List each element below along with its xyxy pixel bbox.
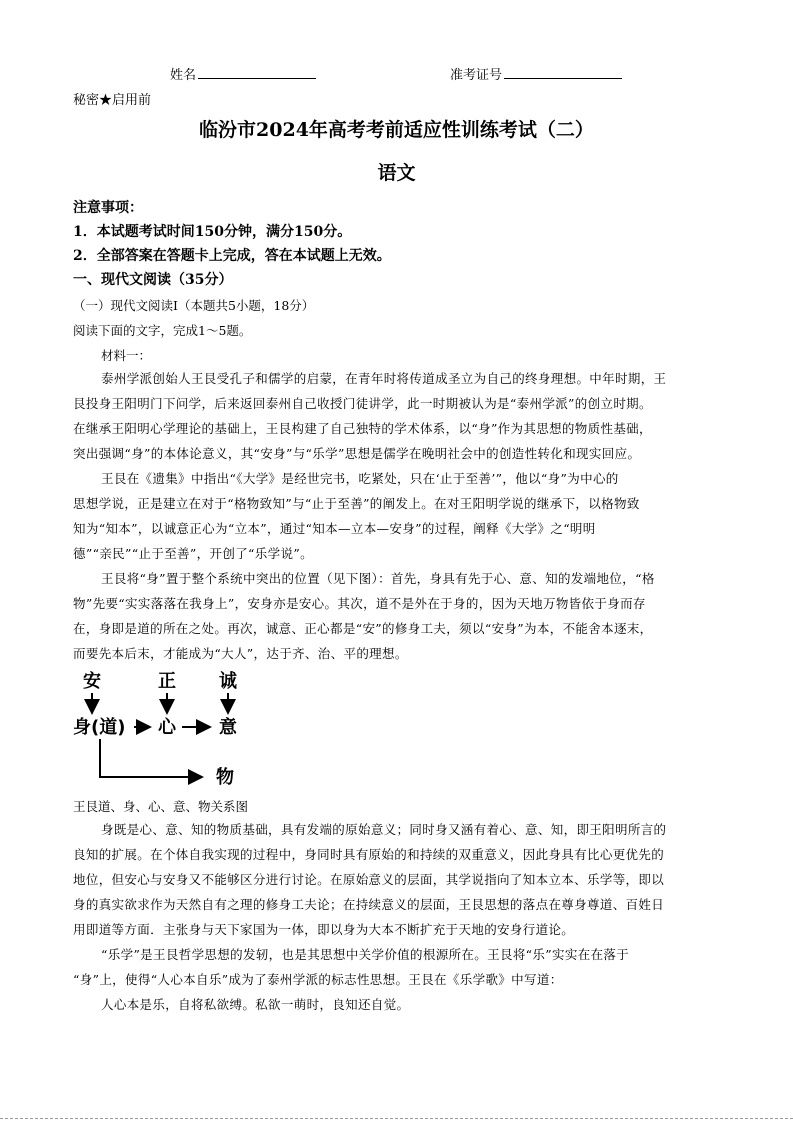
text-line: 知为“知本”，以诚意正心为“立本”，通过“知本—立本—安身”的过程，阐释《大学》之“明明 [73, 521, 596, 536]
diagram-shen-dao: 身(道) [73, 717, 126, 738]
exam-id-label: 准考证号 [450, 68, 503, 83]
name-field [170, 64, 316, 83]
text-line: 德”“亲民”“止于至善”，开创了“乐学说”。 [73, 546, 313, 561]
subsection-heading: （一）现代文阅读Ⅰ（本题共5小题，18分） [73, 298, 315, 313]
subject-title: 语文 [377, 162, 416, 184]
exam-id-field [450, 64, 622, 83]
diagram-top-an: 安 [83, 671, 101, 692]
text-line: 身的真实欲求作为天然自有之理的修身工夫论；在持续意义的层面，王艮思想的落点在尊身尊道、百姓日 [73, 897, 665, 912]
page-bottom-rule [0, 1118, 793, 1119]
text-line: 而要先本后末，才能成为“大人”，达于齐、治、平的理想。 [73, 646, 408, 661]
text-line: 物”先要“实实落落在我身上”，安身亦是安心。其次，道不是外在于身的，因为天地万物皆依于身而存 [73, 596, 646, 611]
text-line: 人心本是乐，自将私欲缚。私欲一萌时，良知还自觉。 [101, 997, 410, 1012]
material-label: 材料一： [101, 348, 152, 363]
text-line: 良知的扩展。在个体自我实现的过程中，身同时具有原始的和持续的双重意义，因此身具有比心更优先的 [73, 847, 665, 862]
diagram-top-cheng: 诚 [219, 671, 237, 692]
relation-diagram [70, 667, 250, 792]
section-heading: 一、现代文阅读（35分） [73, 272, 233, 288]
diagram-wu: 物 [216, 767, 234, 788]
text-line: “乐学”是王艮哲学思想的发轫，也是其思想中关学价值的根源所在。王艮将“乐”实实在在落于 [101, 947, 630, 962]
instruction: 阅读下面的文字，完成1～5题。 [73, 323, 252, 338]
notice-item: 1．本试题考试时间150分钟，满分150分。 [73, 224, 352, 240]
text-line: 用即道等方面．主张身与天下家国为一体，即以身为大本不断扩充于天地的安身行道论。 [73, 922, 575, 937]
text-line: 泰州学派创始人王艮受孔子和儒学的启蒙，在青年时将传道成圣立为自己的终身理想。中年时期，王 [101, 371, 667, 386]
exam-id-blank [504, 66, 622, 79]
diagram-arrow [100, 739, 202, 777]
diagram-yi: 意 [219, 717, 237, 738]
text-line: 艮投身王阳明门下问学，后来返回泰州自己收授门徒讲学，此一时期被认为是“泰州学派”的创立时期。 [73, 396, 652, 411]
text-line: 王艮将“身”置于整个系统中突出的位置（见下图）：首先，身具有先于心、意、知的发端地位，“格 [101, 571, 655, 586]
text-line: 在，身即是道的所在之处。再次，诚意、正心都是“安”的修身工夫，须以“安身”为本，不能舍本逐末， [73, 621, 653, 636]
diagram-top-zheng: 正 [158, 671, 176, 692]
text-line: 王艮在《遗集》中指出“《大学》是经世完书，吃紧处，只在‘止于至善’”，他以“身”为中心的 [101, 471, 619, 486]
secret-mark: 秘密★启用前 [73, 93, 152, 108]
text-line: 在继承王阳明心学理论的基础上，王艮构建了自己独特的学术体系，以“身”作为其思想的物质性基础， [73, 421, 652, 436]
page-title: 临汾市2024年高考考前适应性训练考试（二） [199, 119, 594, 141]
text-line: 突出强调“身”的本体论意义，其“安身”与“乐学”思想是儒学在晚明社会中的创造性转化和现实回应。 [73, 446, 641, 461]
diagram-caption: 王艮道、身、心、意、物关系图 [73, 799, 249, 814]
diagram-xin: 心 [158, 717, 176, 738]
text-line: “身”上，使得“人心本自乐”成为了泰州学派的标志性思想。王艮在《乐学歌》中写道： [73, 972, 563, 987]
text-line: 身既是心、意、知的物质基础，具有发端的原始意义；同时身又涵有着心、意、知，即王阳明所言的 [101, 822, 667, 837]
text-line: 地位，但安心与安身又不能够区分进行讨论。在原始意义的层面，其学说指向了知本立本、乐学等，即以 [73, 872, 665, 887]
notice-item: 2．全部答案在答题卡上完成，答在本试题上无效。 [73, 248, 391, 264]
notice-heading: 注意事项： [73, 200, 143, 216]
name-label: 姓名 [170, 68, 197, 83]
text-line: 思想学说，正是建立在对于“格物致知”与“止于至善”的阐发上。在对王阳明学说的继承下，以格物致 [73, 496, 640, 511]
name-blank [198, 66, 316, 79]
